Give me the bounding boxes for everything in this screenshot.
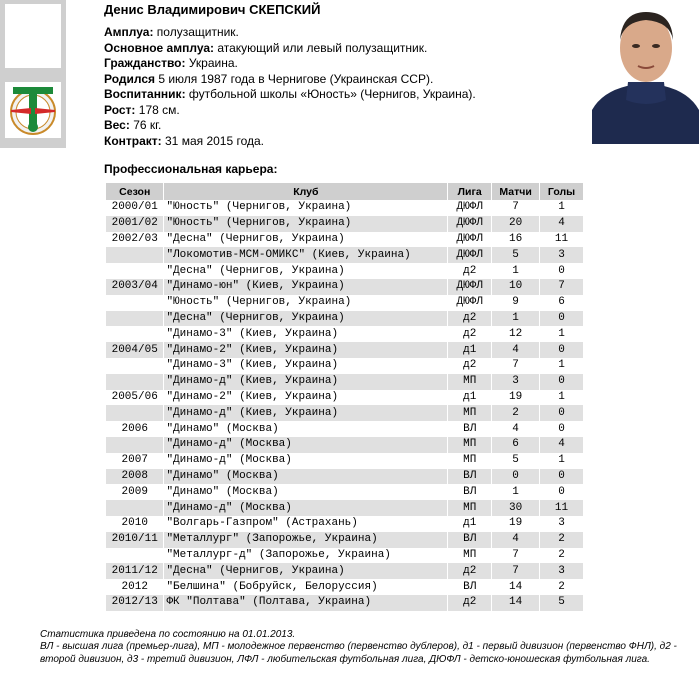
season-cell: 2011/12 [106, 563, 164, 579]
matches-cell: 7 [492, 358, 540, 374]
table-row [106, 200, 584, 216]
season-cell: 2004/05 [106, 342, 164, 358]
info-label: Амплуа: [104, 25, 154, 39]
info-label: Контракт: [104, 133, 162, 148]
goals-cell: 3 [540, 247, 584, 263]
goals-cell: 0 [540, 374, 584, 390]
club-cell: "Десна" (Чернигов, Украина) [164, 563, 448, 579]
club-cell: "Динамо-д" (Москва) [164, 500, 448, 516]
club-cell: "Белшина" (Бобруйск, Белоруссия) [164, 579, 448, 595]
goals-cell: 4 [540, 216, 584, 232]
table-row [106, 390, 584, 406]
league-cell: ВЛ [448, 469, 492, 485]
club-cell: "Динамо-3" (Киев, Украина) [164, 326, 448, 342]
club-cell: "Динамо" (Москва) [164, 469, 448, 485]
info-label: Рост: [104, 102, 136, 117]
club-cell: "Юность" (Чернигов, Украина) [164, 295, 448, 311]
matches-cell: 4 [492, 342, 540, 358]
league-cell: д2 [448, 563, 492, 579]
league-cell: МП [448, 500, 492, 516]
league-cell: д2 [448, 358, 492, 374]
info-row [104, 134, 476, 150]
club-cell: "Металлург-д" (Запорожье, Украина) [164, 548, 448, 564]
league-cell: д2 [448, 595, 492, 611]
matches-cell: 0 [492, 469, 540, 485]
table-row [106, 326, 584, 342]
goals-cell: 1 [540, 326, 584, 342]
season-cell: 2005/06 [106, 390, 164, 406]
table-row [106, 263, 584, 279]
season-cell: 2009 [106, 484, 164, 500]
matches-cell: 14 [492, 595, 540, 611]
club-cell: "Десна" (Чернигов, Украина) [164, 232, 448, 248]
league-cell: МП [448, 374, 492, 390]
season-cell [106, 548, 164, 564]
league-cell: д2 [448, 311, 492, 327]
club-cell: "Динамо-д" (Киев, Украина) [164, 374, 448, 390]
goals-cell: 0 [540, 484, 584, 500]
goals-cell: 0 [540, 311, 584, 327]
season-cell [106, 311, 164, 327]
season-cell [106, 295, 164, 311]
season-cell [106, 358, 164, 374]
player-photo [592, 0, 699, 144]
table-row [106, 563, 584, 579]
matches-cell: 16 [492, 232, 540, 248]
info-value: атакующий или левый полузащитник. [214, 40, 428, 55]
statistics-notes [40, 629, 690, 666]
blank-panel [5, 4, 61, 68]
info-value: футбольной школы «Юность» (Чернигов, Украина). [185, 87, 476, 101]
league-cell: МП [448, 548, 492, 564]
table-row [106, 548, 584, 564]
league-cell: ВЛ [448, 421, 492, 437]
column-header-matches: Матчи [492, 183, 540, 200]
season-cell [106, 326, 164, 342]
club-cell: "Динамо-д" (Киев, Украина) [164, 405, 448, 421]
matches-cell: 3 [492, 374, 540, 390]
goals-cell: 2 [540, 532, 584, 548]
matches-cell: 9 [492, 295, 540, 311]
info-row [104, 118, 476, 134]
club-cell: "Локомотив-МСМ-ОМИКС" (Киев, Украина) [164, 247, 448, 263]
league-cell: ДЮФЛ [448, 232, 492, 248]
goals-cell: 1 [540, 453, 584, 469]
player-info [104, 25, 476, 149]
matches-cell: 6 [492, 437, 540, 453]
season-cell: 2008 [106, 469, 164, 485]
matches-cell: 19 [492, 516, 540, 532]
table-row [106, 232, 584, 248]
matches-cell: 12 [492, 326, 540, 342]
table-row [106, 421, 584, 437]
table-row [106, 374, 584, 390]
league-cell: МП [448, 405, 492, 421]
info-label: Вес: [104, 118, 130, 132]
goals-cell: 2 [540, 548, 584, 564]
matches-cell: 19 [492, 390, 540, 406]
info-value: 5 июля 1987 года в Чернигове (Украинская ССР). [155, 71, 434, 86]
club-sidebar [0, 0, 66, 148]
club-cell: ФК "Полтава" (Полтава, Украина) [164, 595, 448, 611]
career-title: Профессиональная карьера: [104, 162, 278, 176]
goals-cell: 0 [540, 469, 584, 485]
table-row [106, 216, 584, 232]
career-table [106, 183, 584, 611]
info-label: Гражданство: [104, 56, 186, 70]
season-cell: 2012/13 [106, 595, 164, 611]
matches-cell: 1 [492, 484, 540, 500]
info-row [104, 103, 476, 119]
goals-cell: 0 [540, 342, 584, 358]
goals-cell: 0 [540, 405, 584, 421]
stats-date-note: Статистика приведена по состоянию на 01.01.2013. [40, 629, 296, 640]
info-value: 178 см. [135, 102, 180, 117]
table-row [106, 500, 584, 516]
season-cell [106, 405, 164, 421]
torpedo-logo [5, 82, 61, 138]
goals-cell: 1 [540, 200, 584, 216]
goals-cell: 7 [540, 279, 584, 295]
club-cell: "Динамо" (Москва) [164, 421, 448, 437]
matches-cell: 7 [492, 563, 540, 579]
season-cell: 2002/03 [106, 232, 164, 248]
season-cell [106, 247, 164, 263]
club-cell: "Динамо-д" (Москва) [164, 437, 448, 453]
table-row [106, 595, 584, 611]
league-cell: ДЮФЛ [448, 200, 492, 216]
table-row [106, 469, 584, 485]
league-cell: МП [448, 453, 492, 469]
season-cell [106, 437, 164, 453]
league-cell: МП [448, 437, 492, 453]
table-row [106, 295, 584, 311]
goals-cell: 1 [540, 358, 584, 374]
column-header-league: Лига [448, 183, 492, 200]
league-cell: д2 [448, 326, 492, 342]
table-row [106, 279, 584, 295]
player-name: Денис Владимирович СКЕПСКИЙ [104, 2, 321, 17]
matches-cell: 14 [492, 579, 540, 595]
season-cell: 2012 [106, 579, 164, 595]
season-cell: 2003/04 [106, 279, 164, 295]
goals-cell: 0 [540, 263, 584, 279]
matches-cell: 1 [492, 263, 540, 279]
club-cell: "Динамо" (Москва) [164, 484, 448, 500]
club-cell: "Десна" (Чернигов, Украина) [164, 263, 448, 279]
info-label: Родился [104, 71, 156, 86]
goals-cell: 3 [540, 516, 584, 532]
info-value: 31 мая 2015 года. [161, 133, 265, 148]
table-row [106, 484, 584, 500]
table-row [106, 453, 584, 469]
info-value: полузащитник. [153, 25, 239, 39]
table-row [106, 437, 584, 453]
goals-cell: 1 [540, 390, 584, 406]
club-cell: "Волгарь-Газпром" (Астрахань) [164, 516, 448, 532]
club-cell: "Динамо-юн" (Киев, Украина) [164, 279, 448, 295]
info-row [104, 72, 476, 88]
goals-cell: 6 [540, 295, 584, 311]
matches-cell: 4 [492, 421, 540, 437]
matches-cell: 7 [492, 548, 540, 564]
season-cell: 2010 [106, 516, 164, 532]
league-cell: ВЛ [448, 484, 492, 500]
goals-cell: 11 [540, 232, 584, 248]
league-cell: д2 [448, 263, 492, 279]
club-cell: "Динамо-2" (Киев, Украина) [164, 390, 448, 406]
league-cell: д1 [448, 516, 492, 532]
league-cell: ВЛ [448, 532, 492, 548]
matches-cell: 4 [492, 532, 540, 548]
column-header-goals: Голы [540, 183, 584, 200]
info-row [104, 25, 476, 41]
league-cell: ДЮФЛ [448, 279, 492, 295]
club-cell: "Металлург" (Запорожье, Украина) [164, 532, 448, 548]
league-cell: ВЛ [448, 579, 492, 595]
table-row [106, 516, 584, 532]
info-label: Основное амплуа: [104, 40, 214, 55]
info-row [104, 41, 476, 57]
club-cell: "Динамо-2" (Киев, Украина) [164, 342, 448, 358]
season-cell [106, 263, 164, 279]
club-cell: "Динамо-3" (Киев, Украина) [164, 358, 448, 374]
matches-cell: 2 [492, 405, 540, 421]
info-row [104, 87, 476, 103]
info-value: 76 кг. [129, 118, 162, 132]
season-cell: 2000/01 [106, 200, 164, 216]
club-cell: "Юность" (Чернигов, Украина) [164, 216, 448, 232]
league-cell: ДЮФЛ [448, 216, 492, 232]
club-cell: "Динамо-д" (Москва) [164, 453, 448, 469]
matches-cell: 5 [492, 453, 540, 469]
table-row [106, 358, 584, 374]
goals-cell: 5 [540, 595, 584, 611]
matches-cell: 20 [492, 216, 540, 232]
info-label: Воспитанник: [104, 87, 186, 101]
league-cell: ДЮФЛ [448, 247, 492, 263]
info-row [104, 56, 476, 72]
season-cell: 2006 [106, 421, 164, 437]
goals-cell: 4 [540, 437, 584, 453]
matches-cell: 30 [492, 500, 540, 516]
club-cell: "Десна" (Чернигов, Украина) [164, 311, 448, 327]
table-row [106, 405, 584, 421]
season-cell [106, 374, 164, 390]
matches-cell: 7 [492, 200, 540, 216]
season-cell: 2007 [106, 453, 164, 469]
club-cell: "Юность" (Чернигов, Украина) [164, 200, 448, 216]
league-cell: д1 [448, 342, 492, 358]
matches-cell: 5 [492, 247, 540, 263]
info-value: Украина. [185, 56, 238, 70]
season-cell: 2010/11 [106, 532, 164, 548]
goals-cell: 2 [540, 579, 584, 595]
league-cell: д1 [448, 390, 492, 406]
table-row [106, 532, 584, 548]
goals-cell: 0 [540, 421, 584, 437]
league-abbreviations-note: ВЛ - высшая лига (премьер-лига), МП - молодежное первенство (первенство дублеров), д1 - первый дивизион (первенство ФНЛ), д2 - второй дивизион, д3 - третий дивизион, ЛФЛ - любительская футбольная лига, ДЮФЛ - детско-юношеская футбольная лига. [40, 641, 677, 665]
table-header-row [106, 183, 584, 200]
table-row [106, 247, 584, 263]
column-header-season: Сезон [106, 183, 164, 200]
league-cell: ДЮФЛ [448, 295, 492, 311]
table-row [106, 311, 584, 327]
goals-cell: 3 [540, 563, 584, 579]
matches-cell: 1 [492, 311, 540, 327]
goals-cell: 11 [540, 500, 584, 516]
matches-cell: 10 [492, 279, 540, 295]
season-cell [106, 500, 164, 516]
season-cell: 2001/02 [106, 216, 164, 232]
table-row [106, 342, 584, 358]
table-row [106, 579, 584, 595]
column-header-club: Клуб [164, 183, 448, 200]
